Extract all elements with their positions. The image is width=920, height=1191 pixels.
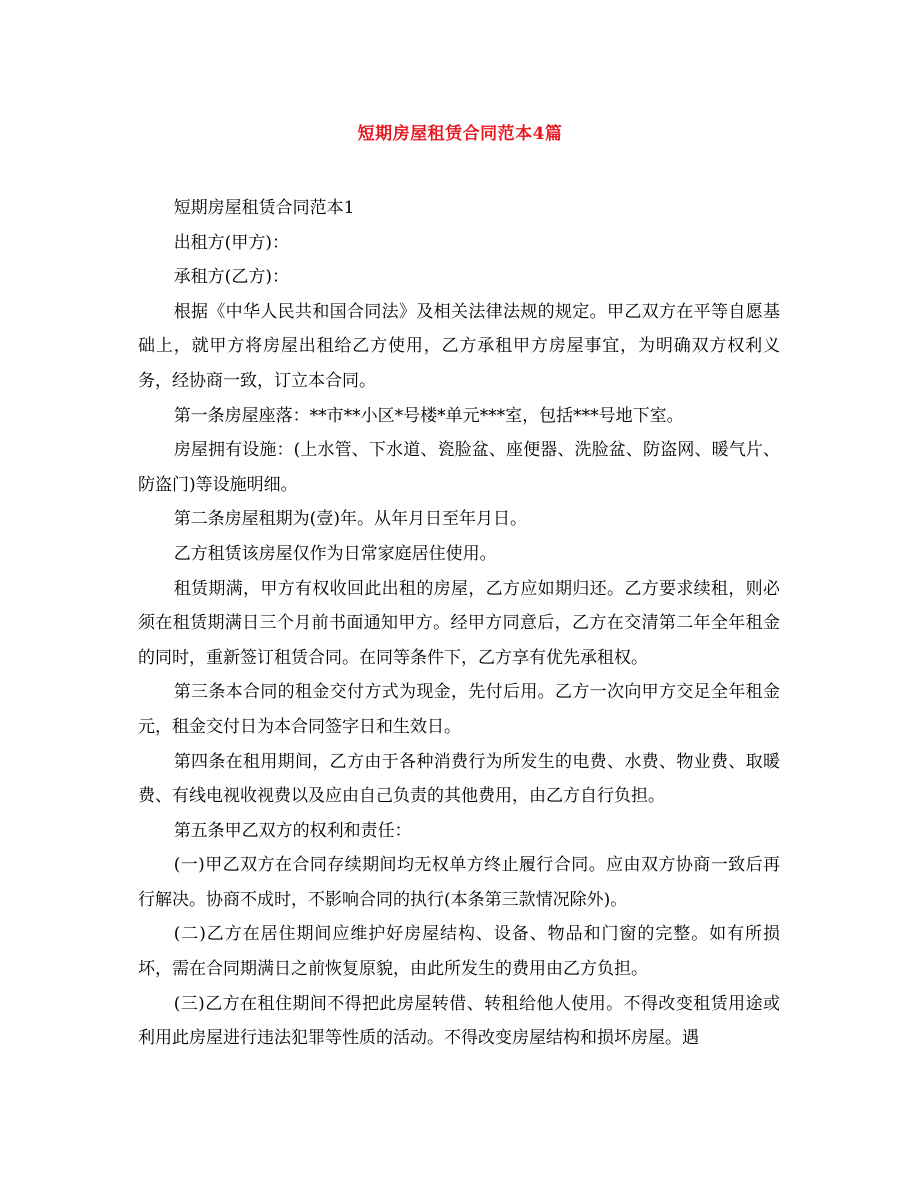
paragraph: 第五条甲乙双方的权利和责任：: [173, 820, 412, 841]
paragraph: 房屋拥有设施：(上水管、下水道、瓷脸盆、座便器、洗脸盆、防盗网、暖气片、防盗门)等设施明细。: [138, 440, 780, 495]
document-body: [138, 191, 780, 1056]
paragraph: 第一条房屋座落：**市**小区*号楼*单元***室，包括***号地下室。: [173, 405, 684, 426]
paragraph: 租赁期满，甲方有权收回此出租的房屋，乙方应如期归还。乙方要求续租，则必须在租赁期满日三个月前书面通知甲方。经甲方同意后，乙方在交清第二年全年租金的同时，重新签订租赁合同。在同等条件下，乙方享有优先承租权。: [138, 578, 780, 668]
paragraph: 第二条房屋租期为(壹)年。从年月日至年月日。: [173, 509, 527, 530]
document-title: 短期房屋租赁合同范本4篇: [357, 124, 563, 144]
paragraph: 根据《中华人民共和国合同法》及相关法律法规的规定。甲乙双方在平等自愿基础上，就甲方将房屋出租给乙方使用，乙方承租甲方房屋事宜，为明确双方权利义务，经协商一致，订立本合同。: [138, 301, 780, 391]
paragraph: 乙方租赁该房屋仅作为日常家庭居住使用。: [173, 543, 497, 564]
paragraph: 第四条在租用期间，乙方由于各种消费行为所发生的电费、水费、物业费、取暖费、有线电视收视费以及应由自己负责的其他费用，由乙方自行负担。: [138, 751, 780, 807]
paragraph: (一)甲乙双方在合同存续期间均无权单方终止履行合同。应由双方协商一致后再行解决。协商不成时，不影响合同的执行(本条第三款情况除外)。: [138, 855, 780, 910]
paragraph: (二)乙方在居住期间应维护好房屋结构、设备、物品和门窗的完整。如有所损坏，需在合同期满日之前恢复原貌，由此所发生的费用由乙方负担。: [138, 924, 780, 980]
lessee-line: 承租方(乙方)：: [173, 267, 289, 288]
section-heading: 短期房屋租赁合同范本1: [173, 198, 355, 218]
paragraph: 第三条本合同的租金交付方式为现金，先付后用。乙方一次向甲方交足全年租金元，租金交付日为本合同签字日和生效日。: [138, 682, 780, 737]
lessor-line: 出租方(甲方)：: [173, 232, 289, 253]
paragraph: (三)乙方在租住期间不得把此房屋转借、转租给他人使用。不得改变租赁用途或利用此房屋进行违法犯罪等性质的活动。不得改变房屋结构和损坏房屋。遇: [138, 993, 780, 1049]
